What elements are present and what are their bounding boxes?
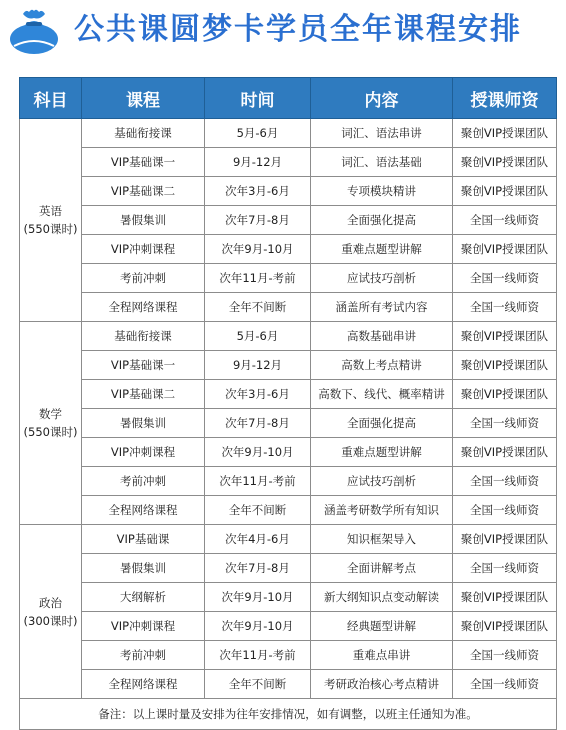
content-cell: 新大纲知识点变动解读 [311,583,453,612]
content-cell: 词汇、语法基础 [311,148,453,177]
time-cell: 次年9月-10月 [205,235,311,264]
content-cell: 高数上考点精讲 [311,351,453,380]
table-row [20,409,557,438]
note-row [20,699,557,730]
time-cell: 次年7月-8月 [205,409,311,438]
course-cell: 大纲解析 [82,583,205,612]
course-cell: VIP基础课二 [82,177,205,206]
table-row [20,206,557,235]
course-cell: 考前冲刺 [82,641,205,670]
table-row [20,351,557,380]
page-header [0,0,566,62]
table-row [20,467,557,496]
table-body [20,119,557,699]
table-row [20,148,557,177]
time-cell: 次年3月-6月 [205,177,311,206]
content-cell: 重难点题型讲解 [311,235,453,264]
content-cell: 应试技巧剖析 [311,467,453,496]
table-row [20,380,557,409]
time-cell: 次年9月-10月 [205,612,311,641]
course-schedule-table [19,77,557,730]
subject-name: 数学 [39,407,62,421]
time-cell: 次年9月-10月 [205,583,311,612]
table-row [20,670,557,699]
content-cell: 专项模块精讲 [311,177,453,206]
course-cell: VIP基础课一 [82,148,205,177]
teachers-cell: 全国一线师资 [453,670,557,699]
table-row [20,438,557,467]
time-cell: 次年4月-6月 [205,525,311,554]
table-row [20,612,557,641]
teachers-cell: 全国一线师资 [453,293,557,322]
subject-hours: (300课时) [23,613,78,628]
course-cell: VIP冲刺课程 [82,438,205,467]
content-cell: 全面强化提高 [311,206,453,235]
time-cell: 5月-6月 [205,119,311,148]
subject-hours: (550课时) [23,222,78,236]
teachers-cell: 全国一线师资 [453,496,557,525]
page-title: 公共课圆梦卡学员全年课程安排 [74,12,522,47]
table-header-row [20,78,557,119]
time-cell: 9月-12月 [205,148,311,177]
table-row [20,293,557,322]
course-cell: 考前冲刺 [82,467,205,496]
time-cell: 次年11月-考前 [205,264,311,293]
teachers-cell: 聚创VIP授课团队 [453,235,557,264]
header-subject: 科目 [20,78,82,119]
teachers-cell: 聚创VIP授课团队 [453,351,557,380]
course-cell: VIP冲刺课程 [82,612,205,641]
subject-name: 英语 [39,204,62,218]
content-cell: 高数基础串讲 [311,322,453,351]
time-cell: 全年不间断 [205,670,311,699]
time-cell: 次年7月-8月 [205,206,311,235]
time-cell: 全年不间断 [205,496,311,525]
table-note: 备注：以上课时量及安排为往年安排情况，如有调整，以班主任通知为准。 [20,699,557,730]
money-bag-icon [6,6,62,56]
content-cell: 全面强化提高 [311,409,453,438]
course-cell: 基础衔接课 [82,119,205,148]
course-cell: VIP基础课一 [82,351,205,380]
table-row [20,496,557,525]
subject-cell [20,119,82,322]
table-row [20,264,557,293]
course-cell: 考前冲刺 [82,264,205,293]
subject-name: 政治 [39,595,62,610]
teachers-cell: 聚创VIP授课团队 [453,525,557,554]
table-row [20,177,557,206]
header-time: 时间 [205,78,311,119]
subject-hours: (550课时) [23,425,78,439]
teachers-cell: 聚创VIP授课团队 [453,583,557,612]
content-cell: 词汇、语法串讲 [311,119,453,148]
course-cell: 暑假集训 [82,206,205,235]
teachers-cell: 全国一线师资 [453,206,557,235]
table-row [20,641,557,670]
content-cell: 全面讲解考点 [311,554,453,583]
time-cell: 次年11月-考前 [205,641,311,670]
course-cell: 基础衔接课 [82,322,205,351]
teachers-cell: 聚创VIP授课团队 [453,380,557,409]
time-cell: 次年9月-10月 [205,438,311,467]
table-row [20,235,557,264]
content-cell: 考研政治核心考点精讲 [311,670,453,699]
header-content: 内容 [311,78,453,119]
course-cell: 暑假集训 [82,554,205,583]
teachers-cell: 全国一线师资 [453,554,557,583]
content-cell: 知识框架导入 [311,525,453,554]
content-cell: 经典题型讲解 [311,612,453,641]
teachers-cell: 全国一线师资 [453,264,557,293]
time-cell: 全年不间断 [205,293,311,322]
time-cell: 9月-12月 [205,351,311,380]
header-course: 课程 [82,78,205,119]
course-cell: 全程网络课程 [82,496,205,525]
time-cell: 次年3月-6月 [205,380,311,409]
time-cell: 次年7月-8月 [205,554,311,583]
time-cell: 5月-6月 [205,322,311,351]
teachers-cell: 聚创VIP授课团队 [453,148,557,177]
table-row [20,119,557,148]
content-cell: 应试技巧剖析 [311,264,453,293]
teachers-cell: 全国一线师资 [453,641,557,670]
course-cell: 暑假集训 [82,409,205,438]
table-row [20,322,557,351]
content-cell: 高数下、线代、概率精讲 [311,380,453,409]
header-teachers: 授课师资 [453,78,557,119]
teachers-cell: 全国一线师资 [453,409,557,438]
content-cell: 涵盖考研数学所有知识 [311,496,453,525]
subject-cell [20,322,82,525]
teachers-cell: 聚创VIP授课团队 [453,177,557,206]
teachers-cell: 聚创VIP授课团队 [453,612,557,641]
content-cell: 重难点串讲 [311,641,453,670]
content-cell: 涵盖所有考试内容 [311,293,453,322]
time-cell: 次年11月-考前 [205,467,311,496]
table-row [20,525,557,554]
teachers-cell: 聚创VIP授课团队 [453,322,557,351]
subject-cell [20,525,82,699]
table-row [20,583,557,612]
course-cell: 全程网络课程 [82,293,205,322]
content-cell: 重难点题型讲解 [311,438,453,467]
teachers-cell: 全国一线师资 [453,467,557,496]
course-cell: VIP冲刺课程 [82,235,205,264]
course-cell: VIP基础课 [82,525,205,554]
teachers-cell: 聚创VIP授课团队 [453,119,557,148]
course-cell: 全程网络课程 [82,670,205,699]
table-row [20,554,557,583]
course-cell: VIP基础课二 [82,380,205,409]
teachers-cell: 聚创VIP授课团队 [453,438,557,467]
